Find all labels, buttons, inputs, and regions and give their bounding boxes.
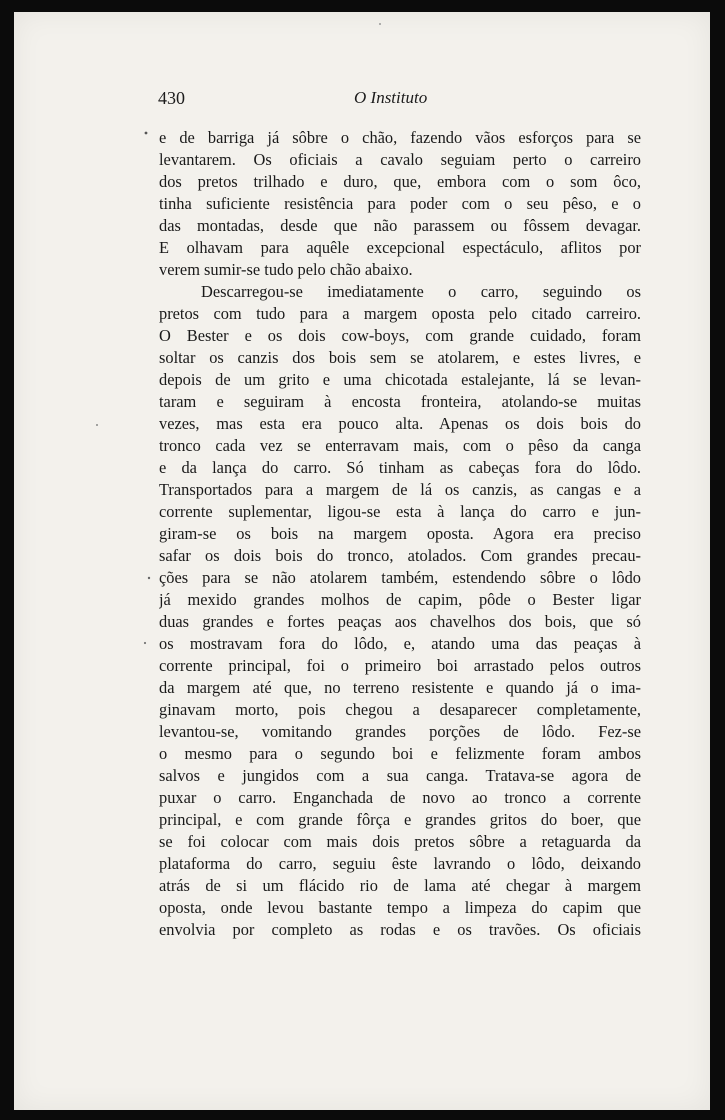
scan-speck bbox=[148, 577, 150, 579]
scan-speck bbox=[96, 424, 98, 426]
text-line: principal, e com grande fôrça e grandes gritos do boer, que bbox=[159, 810, 641, 829]
text-line: o mesmo para o segundo boi e felizmente foram ambos bbox=[159, 744, 641, 763]
text-line: giram-se os bois na margem oposta. Agora era preciso bbox=[159, 524, 641, 543]
scan-speck bbox=[379, 23, 381, 25]
text-line: da margem até que, no terreno resistente e quando já o ima- bbox=[159, 678, 641, 697]
text-line: tinha suficiente resistência para poder com o seu pêso, e o bbox=[159, 194, 641, 213]
text-line: vezes, mas esta era pouco alta. Apenas os dois bois do bbox=[159, 414, 641, 433]
text-line: taram e seguiram à encosta fronteira, atolando-se muitas bbox=[159, 392, 641, 411]
text-line: já mexido grandes molhos de capim, pôde o Bester ligar bbox=[159, 590, 641, 609]
scan-speck bbox=[144, 642, 146, 644]
text-line: dos pretos trilhado e duro, que, embora com o som ôco, bbox=[159, 172, 641, 191]
scan-speck bbox=[145, 132, 148, 135]
text-line: O Bester e os dois cow-boys, com grande cuidado, foram bbox=[159, 326, 641, 345]
text-line: corrente suplementar, ligou-se esta à lança do carro e jun- bbox=[159, 502, 641, 521]
text-line: pretos com tudo para a margem oposta pelo citado carreiro. bbox=[159, 304, 641, 323]
text-line: Transportados para a margem de lá os canzis, as cangas e a bbox=[159, 480, 641, 499]
text-line: duas grandes e fortes peaças aos chavelhos dos bois, que só bbox=[159, 612, 641, 631]
text-line: oposta, onde levou bastante tempo a limpeza do capim que bbox=[159, 898, 641, 917]
book-page bbox=[14, 12, 710, 1110]
text-line: e da lança do carro. Só tinham as cabeças fora do lôdo. bbox=[159, 458, 641, 477]
page-header bbox=[14, 88, 710, 112]
text-line: verem sumir-se tudo pelo chão abaixo. bbox=[159, 260, 413, 279]
text-line: e de barriga já sôbre o chão, fazendo vãos esforços para se bbox=[159, 128, 641, 147]
text-line: ginavam morto, pois chegou a desaparecer completamente, bbox=[159, 700, 641, 719]
text-line: se foi colocar com mais dois pretos sôbre a retaguarda da bbox=[159, 832, 641, 851]
text-line: das montadas, desde que não parassem ou fôssem devagar. bbox=[159, 216, 641, 235]
body-text bbox=[159, 127, 641, 941]
text-line: tronco cada vez se enterravam mais, com o pêso da canga bbox=[159, 436, 641, 455]
text-line: depois de um grito e uma chicotada estalejante, lá se levan- bbox=[159, 370, 641, 389]
text-line: plataforma do carro, seguiu êste lavrando o lôdo, deixando bbox=[159, 854, 641, 873]
text-line: salvos e jungidos com a sua canga. Tratava-se agora de bbox=[159, 766, 641, 785]
text-line: levantou-se, vomitando grandes porções de lôdo. Fez-se bbox=[159, 722, 641, 741]
text-line: Descarregou-se imediatamente o carro, seguindo os bbox=[201, 282, 641, 301]
text-line: os mostravam fora do lôdo, e, atando uma das peaças à bbox=[159, 634, 641, 653]
text-line: atrás de si um flácido rio de lama até chegar à margem bbox=[159, 876, 641, 895]
running-title: O Instituto bbox=[354, 88, 428, 107]
text-line: safar os dois bois do tronco, atolados. Com grandes precau- bbox=[159, 546, 641, 565]
text-line: E olhavam para aquêle excepcional espectáculo, aflitos por bbox=[159, 238, 641, 257]
text-line: ções para se não atolarem também, estendendo sôbre o lôdo bbox=[159, 568, 641, 587]
text-line: puxar o carro. Enganchada de novo ao tronco a corrente bbox=[159, 788, 641, 807]
text-line: envolvia por completo as rodas e os travões. Os oficiais bbox=[159, 920, 641, 939]
text-line: levantarem. Os oficiais a cavalo seguiam perto o carreiro bbox=[159, 150, 641, 169]
page-number: 430 bbox=[158, 88, 185, 108]
text-line: soltar os canzis dos bois sem se atolarem, e estes livres, e bbox=[159, 348, 641, 367]
text-line: corrente principal, foi o primeiro boi arrastado pelos outros bbox=[159, 656, 641, 675]
